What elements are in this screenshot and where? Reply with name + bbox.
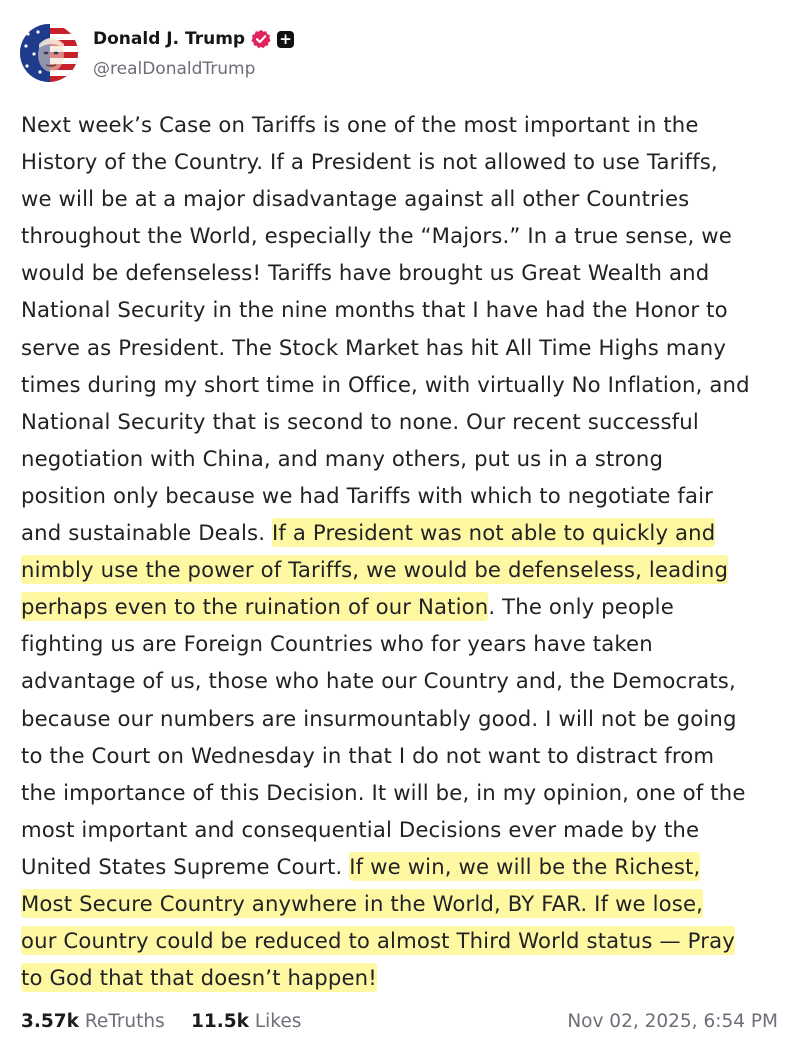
post-text-segment: throughout the World, especially the “Majors.” In a true sense, we — [21, 223, 732, 249]
highlighted-text: our Country could be reduced to almost Third World status — Pray — [21, 928, 735, 954]
post-text-segment: the importance of this Decision. It will be, in my opinion, one of the — [21, 779, 746, 805]
post-text-line — [21, 217, 791, 254]
post-header — [20, 24, 780, 84]
post-text-segment: to the Court on Wednesday in that I do not want to distract from — [21, 742, 715, 768]
post-text-line — [21, 737, 791, 774]
post-text-line — [21, 811, 791, 848]
timestamp[interactable]: Nov 02, 2025, 6:54 PM — [567, 1011, 778, 1032]
post-text-segment: advantage of us, those who hate our Country and, the Democrats, — [21, 668, 736, 694]
post-body — [21, 106, 791, 996]
post-text-line — [21, 440, 791, 477]
post-text-segment: fighting us are Foreign Countries who for years have taken — [21, 631, 653, 657]
post-text-line — [21, 588, 791, 625]
post-text-line — [21, 625, 791, 662]
post-text-line — [21, 700, 791, 737]
retruths-count: 3.57k — [21, 1011, 79, 1032]
post-text-line — [21, 106, 791, 143]
post-text-line — [21, 514, 791, 551]
post-text-segment: United States Supreme Court. — [21, 853, 350, 879]
highlighted-text: perhaps even to the ruination of our Nation — [21, 594, 489, 620]
highlighted-text: to God that that doesn’t happen! — [21, 965, 377, 991]
likes-label: Likes — [254, 1011, 302, 1032]
post-text-segment: negotiation with China, and many others, put us in a strong — [21, 445, 664, 471]
post-text-segment: we will be at a major disadvantage against all other Countries — [21, 186, 690, 212]
post-text-segment: Next week’s Case on Tariffs is one of the most important in the — [21, 112, 699, 137]
post-text-segment: because our numbers are insurmountably good. I will not be going — [21, 705, 737, 731]
post-text-line — [21, 662, 791, 699]
name-row — [93, 29, 294, 49]
avatar-image — [20, 24, 78, 82]
post-text-segment: History of the Country. If a President is not allowed to use Tariffs, — [21, 149, 718, 175]
retruths-label: ReTruths — [84, 1011, 165, 1032]
likes-stat[interactable] — [191, 1011, 301, 1032]
post-text-line — [21, 848, 791, 885]
post-text-segment: National Security in the nine months that I have had the Honor to — [21, 297, 728, 323]
plus-icon: + — [277, 31, 294, 48]
post-text-segment: . The only people — [488, 594, 674, 620]
post-text-line — [21, 329, 791, 366]
post-text-segment: and sustainable Deals. — [21, 520, 272, 546]
post-text-line — [21, 143, 791, 180]
post-text-line — [21, 403, 791, 440]
handle[interactable]: @realDonaldTrump — [93, 59, 256, 79]
post-text-segment: times during my short time in Office, with virtually No Inflation, and — [21, 371, 750, 397]
post-text-segment: National Security that is second to none. Our recent successful — [21, 408, 699, 434]
post-text-segment: serve as President. The Stock Market has hit All Time Highs many — [21, 334, 727, 360]
post-text-line — [21, 366, 791, 403]
display-name[interactable]: Donald J. Trump — [93, 29, 246, 49]
post-text-line — [21, 254, 791, 291]
retruths-stat[interactable] — [21, 1011, 165, 1032]
post-text-line — [21, 477, 791, 514]
post-text-line — [21, 959, 791, 996]
post-text-segment: most important and consequential Decisions ever made by the — [21, 816, 700, 842]
verified-badge-icon — [251, 29, 271, 49]
post-text-segment: position only because we had Tariffs with which to negotiate fair — [21, 482, 714, 508]
post-text-line — [21, 922, 791, 959]
post-footer — [21, 1011, 778, 1041]
post-text-line — [21, 291, 791, 328]
likes-count: 11.5k — [191, 1011, 249, 1032]
highlighted-text: If a President was not able to quickly and — [271, 520, 716, 546]
post-text-line — [21, 180, 791, 217]
post-text-segment: would be defenseless! Tariffs have brought us Great Wealth and — [21, 260, 710, 286]
post-text-line — [21, 551, 791, 588]
highlighted-text: If we win, we will be the Richest, — [349, 853, 701, 879]
post-text-line — [21, 774, 791, 811]
post-text-line — [21, 885, 791, 922]
avatar[interactable] — [20, 24, 78, 82]
highlighted-text: nimbly use the power of Tariffs, we would be defenseless, leading — [21, 557, 729, 583]
highlighted-text: Most Secure Country anywhere in the World, BY FAR. If we lose, — [21, 890, 704, 916]
